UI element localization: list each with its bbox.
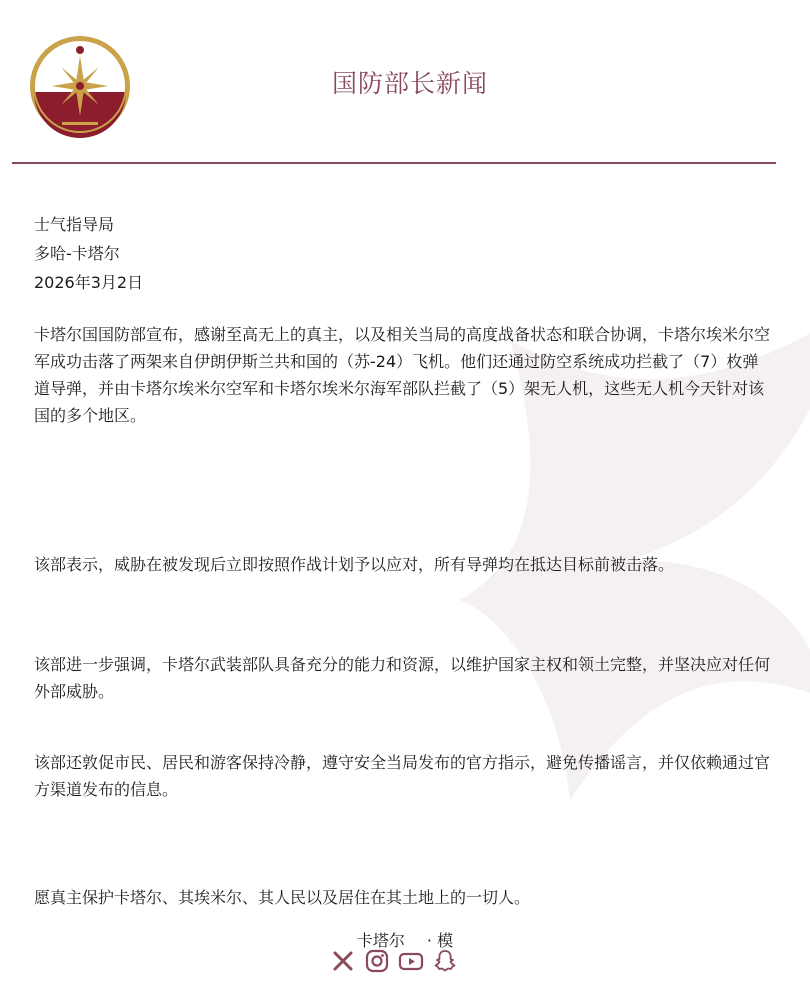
paragraph-3: 该部进一步强调，卡塔尔武装部队具备充分的能力和资源，以维护国家主权和领土完整，并坚决应对任何外部威胁。 [34,655,771,701]
location: 多哈-卡塔尔 [34,244,120,263]
youtube-icon[interactable] [398,948,424,974]
office-name: 士气指导局 [34,215,115,234]
ministry-logo [28,34,132,138]
instagram-icon[interactable] [364,948,390,974]
footer-sig-left: 卡塔尔 [356,931,405,950]
header-title: 国防部长新闻 [331,69,488,98]
snapchat-icon[interactable] [432,948,458,974]
document-meta [34,210,143,297]
document-header [0,0,810,165]
paragraph-2: 该部表示，威胁在被发现后立即按照作战计划予以应对，所有导弹均在抵达目标前被击落。 [34,555,675,574]
issue-date: 2026年3月2日 [34,273,144,292]
paragraph-1: 卡塔尔国国防部宣布，感谢至高无上的真主，以及相关当局的高度战备状态和联合协调，卡塔尔埃米尔空军成功击落了两架来自伊朗伊斯兰共和国的（苏-24）飞机。他们还通过防空系统成功拦截了（7）枚弹道导弹，并由卡塔尔埃米尔空军和卡塔尔埃米尔海军部队拦截了（5）架无人机，这些无人机今天针对该国的多个地区。 [34,325,771,425]
x-icon[interactable] [330,948,356,974]
header-divider [12,162,776,164]
paragraph-4: 该部还敦促市民、居民和游客保持冷静，遵守安全当局发布的官方指示，避免传播谣言，并仅依赖通过官方渠道发布的信息。 [34,753,771,799]
social-icons [330,948,458,974]
paragraph-5: 愿真主保护卡塔尔、其埃米尔、其人民以及居住在其土地上的一切人。 [34,888,531,907]
footer-sig-right: · 模 [426,931,454,950]
